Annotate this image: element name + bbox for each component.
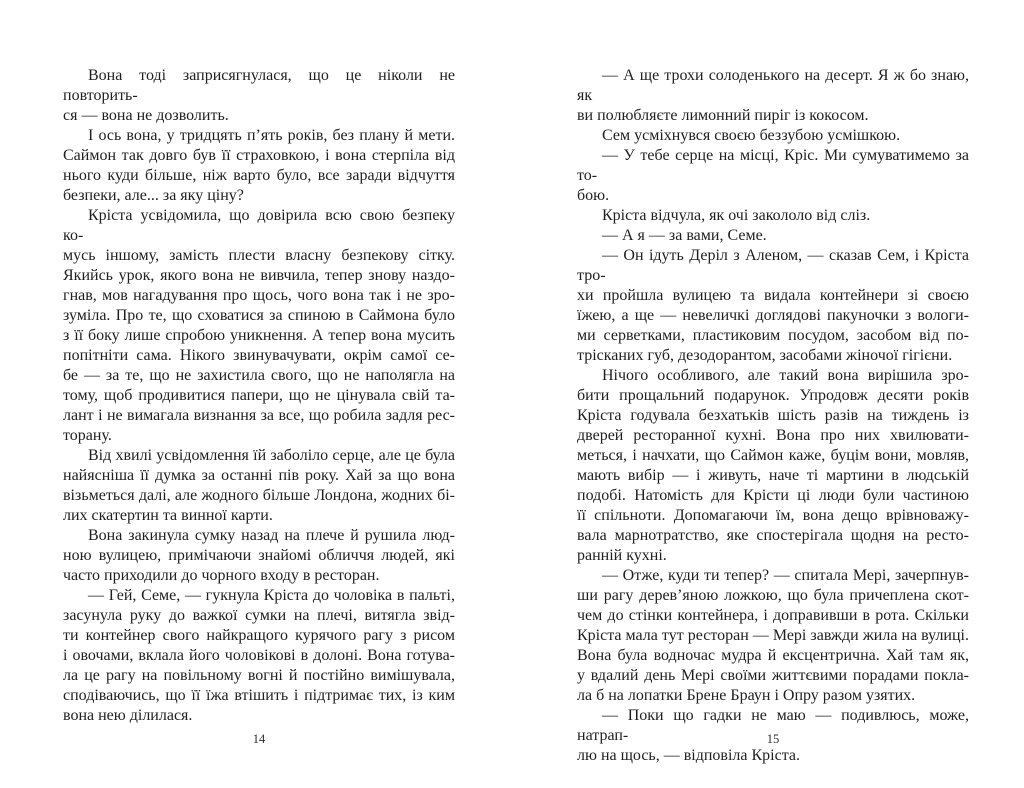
text-line: Від хвилі усвідомлення їй заболіло серце, але це була	[88, 447, 455, 464]
text-line: Кріста мала тут ресторан — Мері завжди жила на вулиці.	[577, 627, 969, 644]
page-right-text	[577, 66, 969, 766]
text-line: лих скатертин та винної карти.	[63, 507, 273, 524]
text-line: — А ще трохи солоденького на десерт. Я ж бо знаю, як	[577, 67, 969, 104]
text-line: безпеки, але... за яку ціну?	[63, 187, 244, 204]
page-number-left: 14	[252, 732, 266, 746]
text-line: торану.	[63, 427, 112, 444]
text-line: найясніша її думка за останні пів року. Хай за що вона	[63, 467, 455, 484]
text-line: ною вулицею, примічаючи знайомі обличчя людей, які	[63, 547, 455, 564]
text-line: Нічого особливого, але такий вона вирішила зро-	[602, 367, 969, 384]
text-line: — Поки що гадки не маю — подивлюсь, може, натрап-	[577, 707, 969, 744]
page-left-text	[63, 66, 455, 726]
text-line: — Гей, Семе, — гукнула Кріста до чоловіка в пальті,	[88, 587, 455, 604]
text-line: з її боку лише спробою уникнення. А тепер вона мусить	[63, 327, 455, 344]
text-line: Кріста усвідомила, що довірила всю свою безпеку ко-	[63, 207, 455, 244]
text-line: — А я — за вами, Семе.	[602, 227, 767, 244]
text-line: бити прощальний подарунок. Упродовж десяти років	[577, 387, 969, 404]
text-line: Кріста відчула, як очі закололо від сліз.	[602, 207, 871, 224]
text-line: вала марнотратство, яке спостерігала щодня на ресто-	[577, 527, 969, 544]
text-line: ми серветками, пластиковим посудом, засобом від по-	[577, 327, 969, 344]
text-line: її спільноти. Допомагаючи їм, вона дещо врівноважу-	[577, 507, 969, 524]
text-line: мають вибір — і живуть, наче ті мартини в людській	[577, 467, 969, 484]
text-line: попітніти сама. Нікого звинувачувати, окрім самої се-	[63, 347, 455, 364]
text-line: Сем усміхнувся своєю беззубою усмішкою.	[602, 127, 901, 144]
text-line: меться, і начхати, що Саймон каже, буцім вони, мовляв,	[577, 447, 969, 464]
text-line: — Отже, куди ти тепер? — спитала Мері, зачерпнув-	[602, 567, 969, 584]
text-line: ся — вона не дозволить.	[63, 107, 229, 124]
text-line: Якийсь урок, якого вона не вивчила, тепер знову наздо-	[63, 267, 455, 284]
text-line: хи пройшла вулицею та видала контейнери зі своєю	[577, 287, 969, 304]
text-line: вона нею ділилася.	[63, 707, 193, 724]
text-line: їжею, а ще — невеличкі доглядові пакуночки з вологи-	[577, 307, 969, 324]
text-line: Саймон так довго був її страховкою, і вона стерпіла від	[63, 147, 455, 164]
text-line: зуміла. Про те, що сховатися за спиною в Саймона було	[63, 307, 455, 324]
text-line: ла б на лопатки Брене Браун і Опру разом узятих.	[577, 687, 916, 704]
text-line: Вона була водночас мудра й ексцентрична. Хай там як,	[577, 647, 969, 664]
text-line: чем до стінки контейнера, і доправивши в рота. Скільки	[577, 607, 969, 624]
text-line: ла це рагу на повільному вогні й постійно вимішувала,	[63, 667, 455, 684]
text-line: візьметься далі, але жодного більше Лондона, жодних бі-	[63, 487, 455, 504]
text-line: часто приходили до чорного входу в ресторан.	[63, 567, 380, 584]
text-line: тому, щоб продивитися папери, що не цінувала свій та-	[63, 387, 455, 404]
text-line: дверей ресторанної кухні. Вона про них хвилювати-	[577, 427, 969, 444]
text-line: гнав, мов нагадування про щось, чого вона так і не зро-	[63, 287, 455, 304]
text-line: лант і не вимагала визнання за все, що робила задля рес-	[63, 407, 455, 424]
text-line: ши рагу дерев’яною ложкою, що була причеплена скот-	[577, 587, 969, 604]
text-line: і овочами, вклала його чоловікові в долоні. Вона готува-	[63, 647, 455, 664]
text-line: бою.	[577, 187, 610, 204]
text-line: трісканих губ, дезодорантом, засобами жіночої гігієни.	[577, 347, 953, 364]
text-line: — У тебе серце на місці, Кріс. Ми сумуватимемо за то-	[577, 147, 969, 184]
text-line: нього куди більше, ніж варто було, все заради відчуття	[63, 167, 455, 184]
text-line: ранній кухні.	[577, 547, 667, 564]
text-line: І ось вона, у тридцять п’ять років, без плану й мети.	[88, 127, 455, 144]
text-line: Вона закинула сумку назад на плече й рушила люд-	[88, 527, 455, 544]
text-line: ви полюбляєте лимонний пиріг із кокосом.	[577, 107, 869, 124]
text-line: Кріста годувала безхатьків шість разів на тиждень із	[577, 407, 969, 424]
text-line: — Он ідуть Деріл з Аленом, — сказав Сем, і Кріста тро-	[577, 247, 969, 284]
text-line: у вдалий день Мері своїми життєвими порадами покла-	[577, 667, 969, 684]
text-line: лю на щось, — відповіла Кріста.	[577, 747, 801, 764]
page-number-right: 15	[766, 732, 780, 746]
text-line: подобі. Натомість для Крісти ці люди були частиною	[577, 487, 969, 504]
text-line: сподіваючись, що її їжа втішить і підтримає тих, із ким	[63, 687, 455, 704]
text-line: ти контейнер свого найкращого курячого рагу з рисом	[63, 627, 455, 644]
text-line: Вона тоді заприсягнулася, що це ніколи не повторить-	[63, 67, 455, 104]
text-line: мусь іншому, замість плести власну безпекову сітку.	[63, 247, 455, 264]
text-line: бе — за те, що не захистила свого, що не наполягла на	[63, 367, 455, 384]
text-line: засунула руку до важкої сумки на плечі, витягла звід-	[63, 607, 455, 624]
